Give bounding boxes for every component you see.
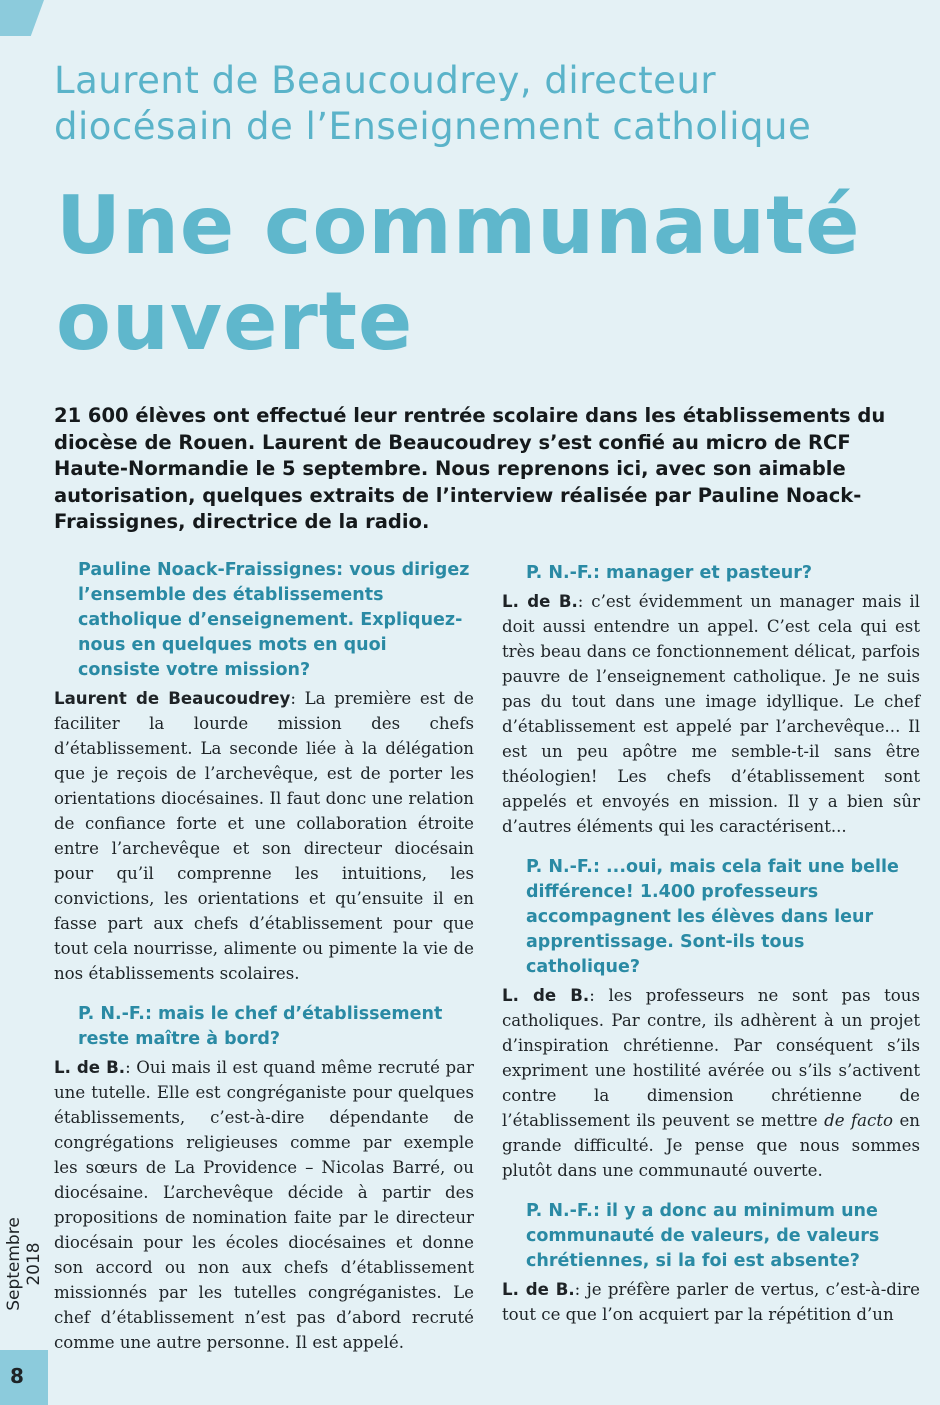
answer-text: : les professeurs ne sont pas tous catholiques. Par contre, ils adhèrent à un projet d’inspiration chrétienne. Par conséquent s’ils expriment une hostilité avérée ou s’ils s’activent contre la dimension chrétienne de l’établissement ils peuvent se mettre [502, 986, 921, 1130]
answer-text: en grande difficulté. Je pense que nous sommes plutôt dans une communauté ouverte. [502, 1111, 920, 1180]
question-2: P. N.-F.: mais le chef d’établissement reste maître à bord? [78, 1004, 443, 1049]
answer-4 [502, 983, 920, 1183]
right-column [502, 561, 920, 1343]
answer-text: : c’est évidemment un manager mais il doit aussi entendre un appel. C’est cela qui est très beau dans ce fonctionnement délicat, parfois pauvre de l’enseignement catholique. Je ne suis pas du tout dans une image idyllique. Le chef d’établissement est appelé par l’archevêque... Il est un peu apôtre me semble-t-il sans être théologien! Les chefs d’établissement sont appelés et envoyés en mission. Il y a bien sûr d’autres éléments qui les caractérisent... [502, 592, 920, 836]
question-1: Pauline Noack-Fraissignes: vous dirigez l’ensemble des établissements catholique d’enseignement. Expliquez-nous en quelques mots en quoi consiste votre mission? [78, 560, 470, 680]
answer-1 [54, 686, 474, 986]
speaker-name: L. de B. [502, 986, 590, 1005]
issue-date: Septembre 2018 [4, 1217, 44, 1311]
speaker-name: Laurent de Beaucoudrey [54, 689, 291, 708]
article-lead: 21 600 élèves ont effectué leur rentrée scolaire dans les établissements du diocèse de Rouen. Laurent de Beaucoudrey s’est confié au micro de RCF Haute-Normandie le 5 septembre. Nous reprenons ici, avec son aimable autorisation, quelques extraits de l’interview réalisée par Pauline Noack-Fraissignes, directrice de la radio. [54, 404, 886, 533]
article-headline: Une communauté ouverte [56, 179, 861, 368]
page-number-box [0, 1350, 48, 1405]
answer-italic-text: de facto [824, 1111, 894, 1130]
page-number: 8 [10, 1364, 24, 1388]
speaker-name: L. de B. [502, 1280, 575, 1299]
answer-2 [54, 1055, 474, 1355]
answer-5 [502, 1277, 920, 1327]
question-5: P. N.-F.: il y a donc au minimum une communauté de valeurs, de valeurs chrétiennes, si la foi est absente? [526, 1201, 880, 1271]
speaker-name: L. de B. [54, 1058, 126, 1077]
article-kicker: Laurent de Beaucoudrey, directeur diocésain de l’Enseignement catholique [54, 59, 812, 148]
answer-text: : Oui mais il est quand même recruté par une tutelle. Elle est congréganiste pour quelques établissements, c’est-à-dire dépendante de congrégations religieuses comme par exemple les sœurs de La Providence – Nicolas Barré, ou diocésaine. L’archevêque décide à partir des propositions de nomination faite par le directeur diocésain pour les écoles diocésaines et donne son accord ou non aux chefs d’établissement missionnés par les tutelles congréganistes. Le chef d’établissement n’est pas d’abord recruté comme une autre personne. Il est appelé. [54, 1058, 474, 1352]
left-column [54, 558, 474, 1371]
answer-3 [502, 589, 920, 839]
question-4: P. N.-F.: ...oui, mais cela fait une belle différence! 1.400 professeurs accompagnent les élèves dans leur apprentissage. Sont-ils tous catholique? [526, 857, 899, 977]
answer-text: : je préfère parler de vertus, c’est-à-dire tout ce que l’on acquiert par la répétition d’un [502, 1280, 920, 1324]
corner-tab-decoration [0, 0, 44, 36]
speaker-name: L. de B. [502, 592, 578, 611]
question-3: P. N.-F.: manager et pasteur? [526, 563, 813, 583]
answer-text: : La première est de faciliter la lourde mission des chefs d’établissement. La seconde liée à la délégation que je reçois de l’archevêque, est de porter les orientations diocésaines. Il faut donc une relation de confiance forte et une collaboration étroite entre l’archevêque et son directeur diocésain pour qu’il comprenne les intuitions, les convictions, les orientations et qu’ensuite il en fasse part aux chefs d’établissement pour que tout cela nourrisse, alimente ou pimente la vie de nos établissements scolaires. [54, 689, 474, 983]
